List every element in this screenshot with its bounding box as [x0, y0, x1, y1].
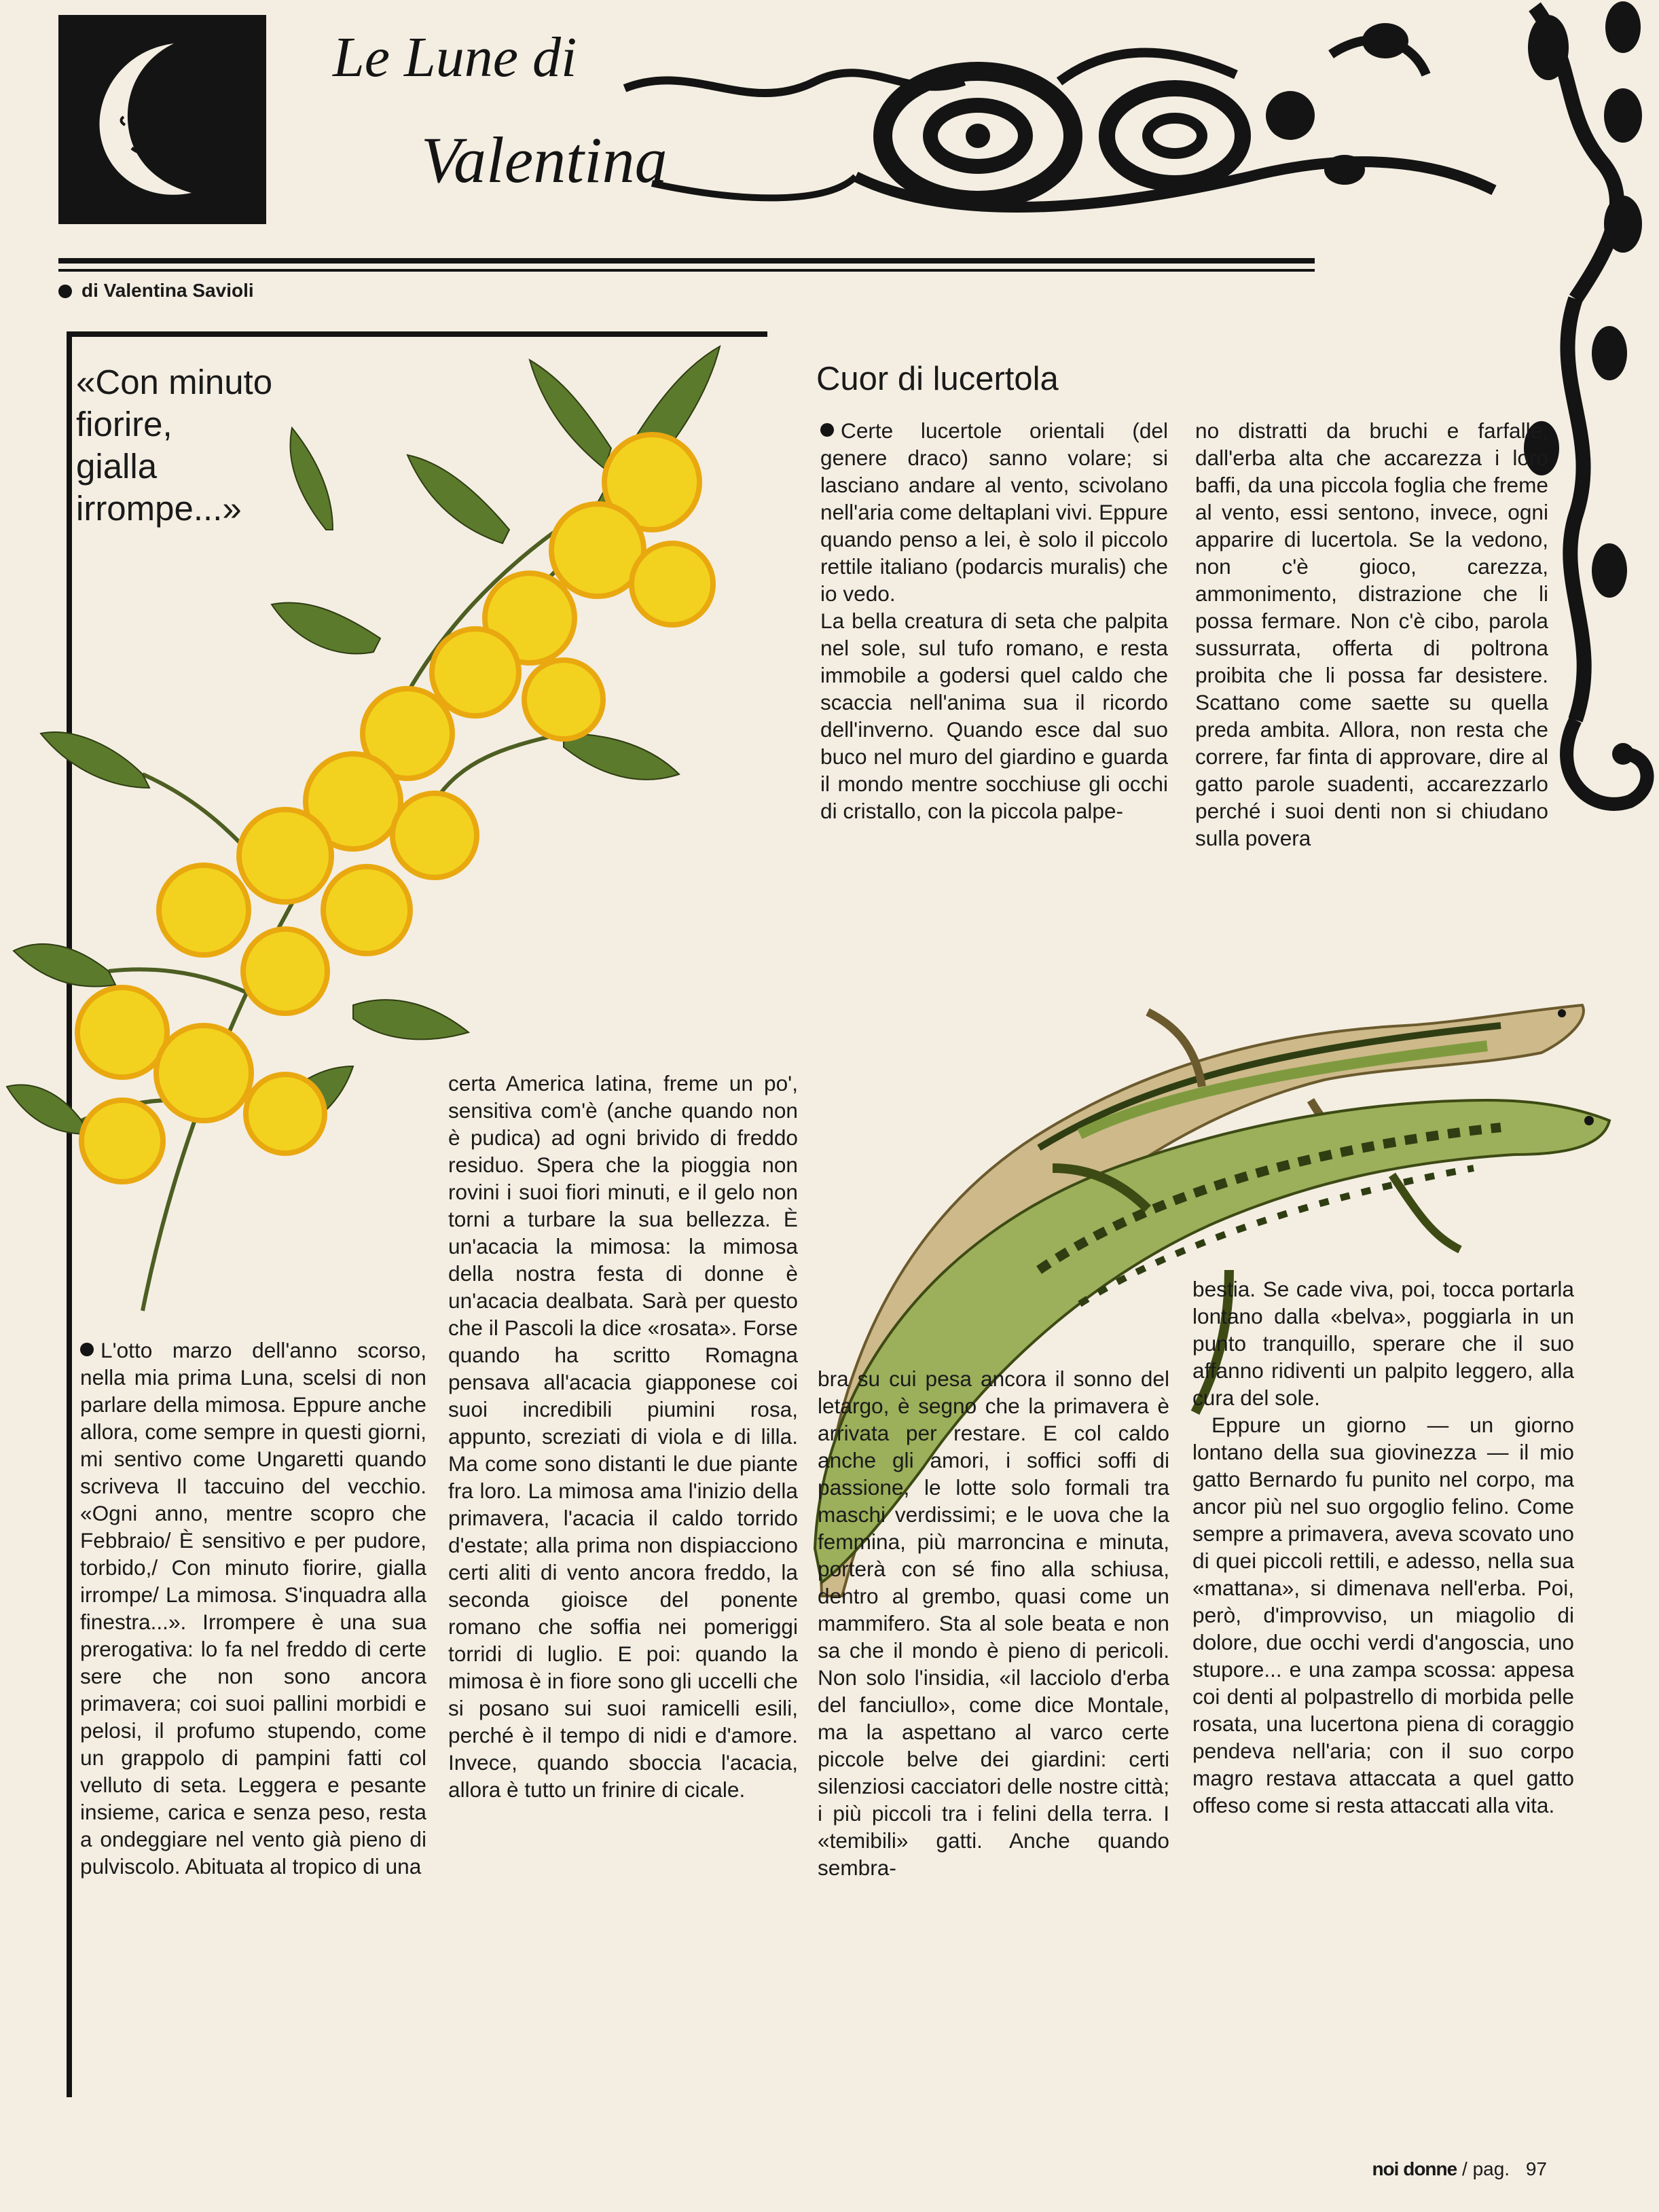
- page-label: pag.: [1472, 2158, 1510, 2179]
- page-footer: [1372, 2158, 1547, 2180]
- right-paragraph-3: bra su cui pesa ancora il sonno del letargo, è segno che la primavera è arrivata per restare. E col caldo anche gli amori, i soffici soffi di passione, le lotte solo formali tra maschi verdissimi; e le uova che la femmina, più marroncina e minuta, porterà con sé fino alla schiusa, dentro al grembo, quasi come un mammifero. Sta al sole beata e non sa che il mondo è pieno di pericoli. Non solo l'insidia, «il lacciolo d'erba del fanciullo», come dice Montale, ma la aspettano al varco certe piccole belve dei giardini: certi silenziosi cacciatori delle nostre città; i più piccoli tra i felini della terra. I «temibili» gatti. Anche quando sembra-: [818, 1366, 1170, 1880]
- header-rule-thin: [58, 269, 1315, 272]
- middle-paragraph-1: certa America latina, freme un po', sensitiva com'è (anche quando non è pudica) ad ogni brivido di freddo residuo. Spera che la pioggia non rovini i suoi fiori minuti, e il gelo non torni a turbare la sua bellezza. È un'acacia la mimosa: la mimosa della nostra festa di donne è un'acacia dealbata. Sarà per questo che il Pascoli la dice «rosata». Forse quando ha scritto Romagna pensava all'acacia giapponese coi suoi incredibili piumini rosa, appunto, screziati di viola e di lilla. Ma come sono distanti le due piante fra loro. La mimosa ama l'inizio della primavera, l'acacia il caldo torrido d'estate; alla prima non dispiacciono certi aliti di vento ancora freddo, la seconda gioisce del ponente romano che soffia nei pomeriggi torridi di luglio. E poi: quando la mimosa è in fiore sono gli uccelli che si posano sui suoi ramicelli esili, perché è il tempo di nidi e d'amore. Invece, quando sboccia l'acacia, allora è tutto un frinire di cicale.: [448, 1071, 798, 1802]
- footer-separator: /: [1462, 2158, 1467, 2179]
- left-column: [80, 1337, 426, 1880]
- far-right-column-top: [1195, 417, 1548, 852]
- far-right-paragraph-2: bestia. Se cade viva, poi, tocca portarla lontano dalla «belva», poggiarla in un punto tranquillo, sperare che il suo affanno ridiventi un palpito leggero, alla cura del sole.: [1192, 1277, 1574, 1410]
- bullet-icon: [80, 1343, 94, 1356]
- right-paragraph-2: La bella creatura di seta che palpita nel sole, sul tufo romano, e resta immobile a godersi quel caldo che scaccia nell'anima sua il ricordo dell'inverno. Quando esce dal suo buco nel muro del giardino e guarda il mondo mentre socchiuse gli occhi di cristallo, con la piccola palpe-: [820, 609, 1168, 823]
- right-column-continued: [818, 1365, 1169, 1881]
- moon-logo: [58, 15, 266, 224]
- scroll-icon: [856, 23, 1494, 207]
- header-rule: [58, 258, 1315, 264]
- byline: [58, 280, 254, 302]
- byline-text: di Valentina Savioli: [81, 280, 254, 301]
- column-title-line1: Le Lune di: [333, 26, 577, 89]
- section-heading: Cuor di lucertola: [816, 361, 1059, 397]
- left-paragraph-1: L'otto marzo dell'anno scorso, nella mia prima Luna, scelsi di non parlare della mimosa. Eppure anche allora, come sempre in questi giorni, mi sentivo come Ungaretti quando scriveva Il taccuino del vecchio. «Ogni anno, mentre scopro che Febbraio/ È sensitivo e per pudore, torbido,/ Con minuto fiorire, gialla irrompe/ La mimosa. S'inquadra alla finestra...». Irrompere è una sua prerogativa: lo fa nel freddo di certe sere che non sono ancora primavera; coi suoi pallini morbidi e pelosi, il profumo stupendo, come un grappolo di pampini fatti col velluto di seta. Leggera e pesante insieme, carica e senza peso, resta a ondeggiare nel vento già pieno di pulviscolo. Abituata al tropico di una: [80, 1338, 426, 1879]
- moon-face-icon: [58, 15, 266, 224]
- column-title-line2: Valentina: [421, 124, 668, 196]
- right-paragraph-1: Certe lucertole orientali (del genere draco) sanno volare; si lasciano andare al vento, scivolano nell'aria come deltaplani vivi. Eppure quando penso a lei, è solo il piccolo rettile italiano (podarcis muralis) che io vedo.: [820, 418, 1168, 606]
- far-right-column-bottom: [1192, 1275, 1574, 1819]
- pull-quote: «Con minuto fiorire, gialla irrompe...»: [76, 363, 273, 528]
- bullet-icon: [58, 285, 72, 298]
- right-column-top: [820, 417, 1168, 824]
- far-right-paragraph-1: no distratti da bruchi e farfalle, dall'erba alta che accarezza i loro baffi, da una piccola foglia che freme al vento, essi sentono, invece, ogni apparire di lucertola. Se la vedono, non c'è gioco, carezza, ammonimento, distrazione che li possa fermare. Non c'è cibo, parola sussurrata, offerta di poltrona proibita che li possa far desistere. Scattano come saette su quella preda ambita. Allora, non resta che correre, far finta di approvare, dire al gatto parole suadenti, accarezzarlo perché i suoi denti non si chiudano sulla povera: [1195, 418, 1548, 850]
- bullet-icon: [820, 423, 834, 437]
- page-number: 97: [1525, 2158, 1547, 2179]
- middle-column: [448, 1070, 798, 1803]
- magazine-name: noi donne: [1372, 2158, 1457, 2179]
- far-right-paragraph-3: Eppure un giorno — un giorno lontano della sua giovinezza — il mio gatto Bernardo fu punito nel corpo, ma ancor più nel suo orgoglio felino. Come sempre a primavera, aveva scovato uno di quei piccoli rettili, e adesso, nella sua «mattana», si dimenava nell'erba. Poi, però, d'improvviso, un miagolio di dolore, due occhi verdi d'angoscia, uno stupore... e una zampa scossa: appesa coi denti al polpastrello di morbida pelle rosata, una lucertona piena di coraggio pendeva nell'aria; con il suo corpo magro restava attaccata a quel gatto offeso come si resta attaccati alla vita.: [1192, 1413, 1574, 1817]
